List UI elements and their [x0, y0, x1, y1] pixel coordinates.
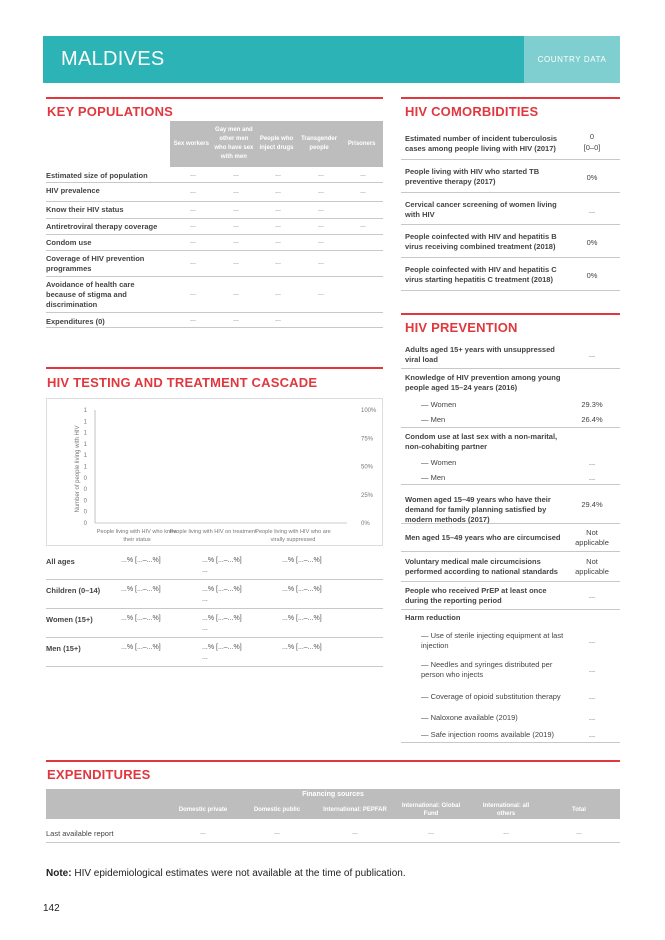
- cascade-value: ...% [...–...%]: [282, 557, 322, 564]
- kp-cell: ...: [233, 290, 239, 297]
- comorbidity-row: [401, 123, 620, 160]
- prevention-value: 29.4%: [581, 499, 603, 509]
- row-divider: [46, 842, 620, 843]
- y-tick-label: 1: [83, 419, 87, 426]
- x-category-label: virally suppressed: [270, 537, 316, 543]
- prevention-sublabel: — Naloxone available (2019): [421, 713, 566, 723]
- cascade-value: ...% [...–...%]: [202, 615, 242, 622]
- comorbidity-row: [401, 193, 620, 225]
- x-category-label: People living with HIV who are: [255, 529, 331, 535]
- col-header: Sex workers: [173, 140, 209, 147]
- country-data-tag: COUNTRY DATA: [524, 36, 620, 83]
- y-tick-label: 1: [83, 464, 87, 471]
- kp-table-row: [46, 277, 383, 313]
- y2-tick-label: 25%: [361, 492, 374, 499]
- cascade-table-row: [46, 582, 383, 609]
- prevention-sublabel: — Safe injection rooms available (2019): [421, 730, 566, 740]
- kp-row-label: HIV prevalence: [46, 186, 100, 195]
- kp-cell: ...: [233, 171, 239, 178]
- kp-cell: ...: [190, 171, 196, 178]
- prevention-value: Not applicable: [575, 557, 609, 576]
- prevention-label: Knowledge of HIV prevention among young people aged 15–24 years (2016): [405, 373, 561, 392]
- prevention-label: Condom use at last sex with a non-marital, non-cohabiting partner: [405, 431, 558, 451]
- country-title: MALDIVES: [61, 48, 165, 70]
- col-header: Prisoners: [347, 140, 376, 147]
- kp-table-row: [46, 168, 383, 183]
- kp-table-row: [46, 313, 383, 328]
- country-banner: [43, 36, 620, 83]
- financing-sources-label: Financing sources: [302, 791, 364, 798]
- cascade-value: ...% [...–...%]: [121, 615, 161, 622]
- prevention-row: [401, 470, 620, 485]
- prevention-row: [401, 428, 620, 455]
- cascade-value-sub: ...: [202, 567, 208, 574]
- kp-table-row: [46, 183, 383, 202]
- expenditures-title: EXPENDITURES: [47, 767, 151, 782]
- kp-cell: ...: [190, 238, 196, 245]
- prevention-value: ...: [588, 473, 596, 482]
- kp-cell: ...: [190, 290, 196, 297]
- cascade-chart-svg: [47, 399, 384, 547]
- comorbidities-title: HIV COMORBIDITIES: [405, 104, 539, 119]
- cascade-row-label: Men (15+): [46, 644, 81, 653]
- cascade-value: ...% [...–...%]: [121, 586, 161, 593]
- cascade-value: ...% [...–...%]: [202, 586, 242, 593]
- cascade-value: ...% [...–...%]: [282, 586, 322, 593]
- x-category-label: People living with HIV who know: [96, 529, 178, 535]
- kp-cell: ...: [190, 259, 196, 266]
- prevention-value: Not applicable: [575, 528, 609, 547]
- kp-cell: ...: [190, 205, 196, 213]
- prevention-value: ...: [588, 458, 596, 467]
- kp-row-label: Expenditures (0): [46, 317, 105, 326]
- col-header: International: Global Fund: [401, 803, 461, 817]
- prevention-row: [401, 455, 620, 470]
- kp-cell: ...: [233, 238, 239, 245]
- prevention-sublabel: — Men: [421, 415, 566, 425]
- cascade-value: ...% [...–...%]: [282, 644, 322, 651]
- col-header: Gay men and other men who have sex with men: [214, 127, 254, 160]
- prevention-value: 29.3%: [581, 400, 603, 409]
- expenditures-row-label: Last available report: [46, 829, 114, 838]
- y2-tick-label: 75%: [361, 436, 374, 443]
- kp-row-label: Antiretroviral therapy coverage: [46, 222, 158, 231]
- prevention-row: [401, 610, 620, 626]
- kp-table-row: [46, 219, 383, 235]
- prevention-row: [401, 626, 620, 656]
- kp-cell: ...: [233, 205, 239, 213]
- col-header: People who inject drugs: [259, 136, 294, 151]
- prevention-row: [401, 684, 620, 710]
- cascade-table-row: [46, 640, 383, 667]
- kp-cell: ...: [190, 187, 196, 195]
- cascade-row-label: Children (0–14): [46, 586, 101, 595]
- expenditure-cell: ...: [200, 829, 206, 836]
- section-rule: [46, 97, 383, 99]
- kp-cell: ...: [318, 259, 324, 266]
- key-populations-header: [170, 121, 383, 167]
- section-rule: [401, 97, 620, 99]
- expenditure-cell: ...: [274, 829, 280, 836]
- y-tick-label: 1: [83, 441, 87, 448]
- note-label: Note:: [46, 868, 72, 879]
- cascade-title: HIV TESTING AND TREATMENT CASCADE: [47, 375, 318, 390]
- prevention-sublabel: — Needles and syringes distributed per person who injects: [421, 660, 566, 680]
- footnote: [46, 868, 406, 879]
- cascade-table-row: [46, 553, 383, 580]
- kp-cell: ...: [275, 171, 281, 178]
- expenditures-header: [46, 789, 620, 819]
- comorbidity-label: People living with HIV who started TB preventive therapy (2017): [405, 167, 540, 186]
- prevention-sublabel: — Men: [421, 473, 566, 483]
- kp-cell: ...: [275, 259, 281, 266]
- x-category-label: their status: [123, 537, 151, 543]
- y-tick-label: 0: [83, 487, 87, 494]
- kp-cell: ...: [275, 290, 281, 297]
- prevention-value: ...: [588, 349, 596, 359]
- kp-cell: ...: [318, 187, 324, 195]
- cascade-value-sub: ...: [202, 596, 208, 603]
- prevention-label: People who received PrEP at least once during the reporting period: [405, 586, 547, 605]
- prevention-row: [401, 397, 620, 412]
- prevention-label: Men aged 15–49 years who are circumcised: [405, 533, 561, 542]
- prevention-value: ...: [588, 713, 596, 722]
- y-tick-label: 0: [83, 521, 87, 527]
- comorbidity-value: 0%: [586, 238, 598, 247]
- col-header: Domestic public: [253, 807, 301, 813]
- prevention-row: [401, 726, 620, 743]
- y-tick-label: 1: [83, 430, 87, 437]
- expenditure-cell: ...: [576, 829, 582, 836]
- cascade-value-sub: ...: [202, 654, 208, 661]
- kp-cell: ...: [318, 222, 324, 229]
- kp-cell: ...: [275, 205, 281, 213]
- kp-cell: ...: [318, 205, 324, 213]
- y2-tick-label: 0%: [361, 521, 370, 527]
- kp-cell: ...: [318, 171, 324, 178]
- cascade-value: ...% [...–...%]: [282, 615, 322, 622]
- kp-table-row: [46, 235, 383, 251]
- prevention-sublabel: — Women: [421, 458, 566, 468]
- y-tick-label: 0: [83, 475, 87, 482]
- y-tick-label: 1: [83, 453, 87, 460]
- kp-cell: ...: [275, 222, 281, 229]
- kp-cell: ...: [233, 187, 239, 195]
- cascade-row-label: All ages: [46, 557, 75, 566]
- kp-cell: ...: [318, 290, 324, 297]
- expenditure-cell: ...: [428, 829, 434, 836]
- kp-row-label: Estimated size of population: [46, 171, 148, 180]
- prevention-row: [401, 524, 620, 552]
- kp-cell: ...: [190, 222, 196, 229]
- prevention-row: [401, 552, 620, 582]
- prevention-label: Adults aged 15+ years with unsuppressed viral load: [405, 344, 555, 364]
- kp-cell: ...: [275, 238, 281, 245]
- cascade-value: ...% [...–...%]: [202, 557, 242, 564]
- prevention-value: ...: [588, 665, 596, 674]
- prevention-value: ...: [588, 591, 596, 600]
- y2-tick-label: 100%: [361, 408, 377, 414]
- col-header: Total: [572, 807, 586, 813]
- col-header: International: PEPFAR: [323, 807, 387, 813]
- x-category-label: People living with HIV on treatment: [169, 529, 257, 535]
- prevention-title: HIV PREVENTION: [405, 320, 518, 335]
- prevention-row: [401, 369, 620, 397]
- prevention-label: Harm reduction: [405, 613, 461, 622]
- kp-row-label: Coverage of HIV prevention programmes: [46, 254, 145, 273]
- note-text: HIV epidemiological estimates were not available at the time of publication.: [71, 868, 406, 879]
- kp-row-label: Condom use: [46, 238, 92, 247]
- prevention-sublabel: — Women: [421, 400, 566, 410]
- cascade-value: ...% [...–...%]: [121, 557, 161, 564]
- cascade-value: ...% [...–...%]: [202, 644, 242, 651]
- prevention-label: Voluntary medical male circumcisions performed according to national standards: [405, 557, 558, 576]
- prevention-row: [401, 582, 620, 610]
- prevention-row: [401, 710, 620, 726]
- comorbidity-row: [401, 225, 620, 258]
- section-rule: [401, 313, 620, 315]
- col-header: Transgender people: [301, 136, 338, 151]
- kp-row-label: Know their HIV status: [46, 205, 124, 214]
- kp-cell: ...: [275, 316, 281, 323]
- y-tick-label: 1: [83, 408, 87, 414]
- comorbidity-label: People coinfected with HIV and hepatitis B virus receiving combined treatment (2018): [405, 232, 557, 251]
- prevention-value: ...: [588, 692, 596, 701]
- comorbidity-value: 0: [589, 132, 595, 141]
- comorbidity-value: 0%: [586, 271, 598, 280]
- comorbidity-row: [401, 160, 620, 193]
- kp-cell: ...: [233, 222, 239, 229]
- comorbidity-label: People coinfected with HIV and hepatitis C virus starting hepatitis C treatment (2018): [405, 265, 557, 284]
- cascade-table-row: [46, 611, 383, 638]
- prevention-row: [401, 656, 620, 684]
- kp-cell: ...: [360, 187, 366, 195]
- cascade-row-label: Women (15+): [46, 615, 93, 624]
- cascade-value: ...% [...–...%]: [121, 644, 161, 651]
- expenditure-cell: ...: [503, 829, 509, 836]
- kp-table-row: [46, 251, 383, 277]
- kp-cell: ...: [360, 171, 366, 178]
- comorbidity-label: Cervical cancer screening of women living with HIV: [405, 200, 557, 219]
- col-header: Domestic private: [178, 807, 228, 813]
- comorbidity-value: ...: [588, 206, 596, 215]
- y-tick-label: 0: [83, 498, 87, 505]
- y-axis-title: Number of people living with HIV: [75, 425, 81, 513]
- page-number: 142: [43, 903, 60, 914]
- prevention-sublabel: — Coverage of opioid substitution therapy: [421, 692, 566, 702]
- kp-row-label: Avoidance of health care because of stigma and discrimination: [46, 280, 135, 309]
- kp-cell: ...: [360, 222, 366, 229]
- comorbidity-value-range: [0–0]: [583, 143, 601, 152]
- key-populations-title: KEY POPULATIONS: [47, 104, 174, 119]
- section-rule: [46, 367, 383, 369]
- prevention-value: ...: [588, 729, 596, 739]
- expenditure-cell: ...: [352, 829, 358, 836]
- section-rule: [46, 760, 620, 762]
- prevention-label: Women aged 15–49 years who have their demand for family planning satisfied by modern methods (2017): [405, 494, 551, 524]
- col-header: International: all others: [482, 803, 530, 817]
- prevention-row: [401, 412, 620, 428]
- cascade-value-sub: ...: [202, 625, 208, 632]
- prevention-value: ...: [588, 636, 596, 645]
- prevention-value: 26.4%: [581, 415, 603, 424]
- comorbidity-row: [401, 258, 620, 291]
- comorbidity-label: Estimated number of incident tuberculosis cases among people living with HIV (2017): [405, 134, 558, 153]
- kp-cell: ...: [318, 238, 324, 245]
- prevention-row: [401, 340, 620, 369]
- comorbidity-value: 0%: [586, 173, 598, 182]
- cascade-chart: [46, 398, 383, 546]
- kp-cell: ...: [233, 316, 239, 323]
- kp-cell: ...: [190, 316, 196, 323]
- kp-table-row: [46, 202, 383, 219]
- y2-tick-label: 50%: [361, 464, 374, 471]
- y-tick-label: 0: [83, 509, 87, 516]
- prevention-sublabel: — Use of sterile injecting equipment at last injection: [421, 631, 566, 651]
- prevention-row: [401, 485, 620, 524]
- kp-cell: ...: [275, 187, 281, 195]
- kp-cell: ...: [233, 259, 239, 266]
